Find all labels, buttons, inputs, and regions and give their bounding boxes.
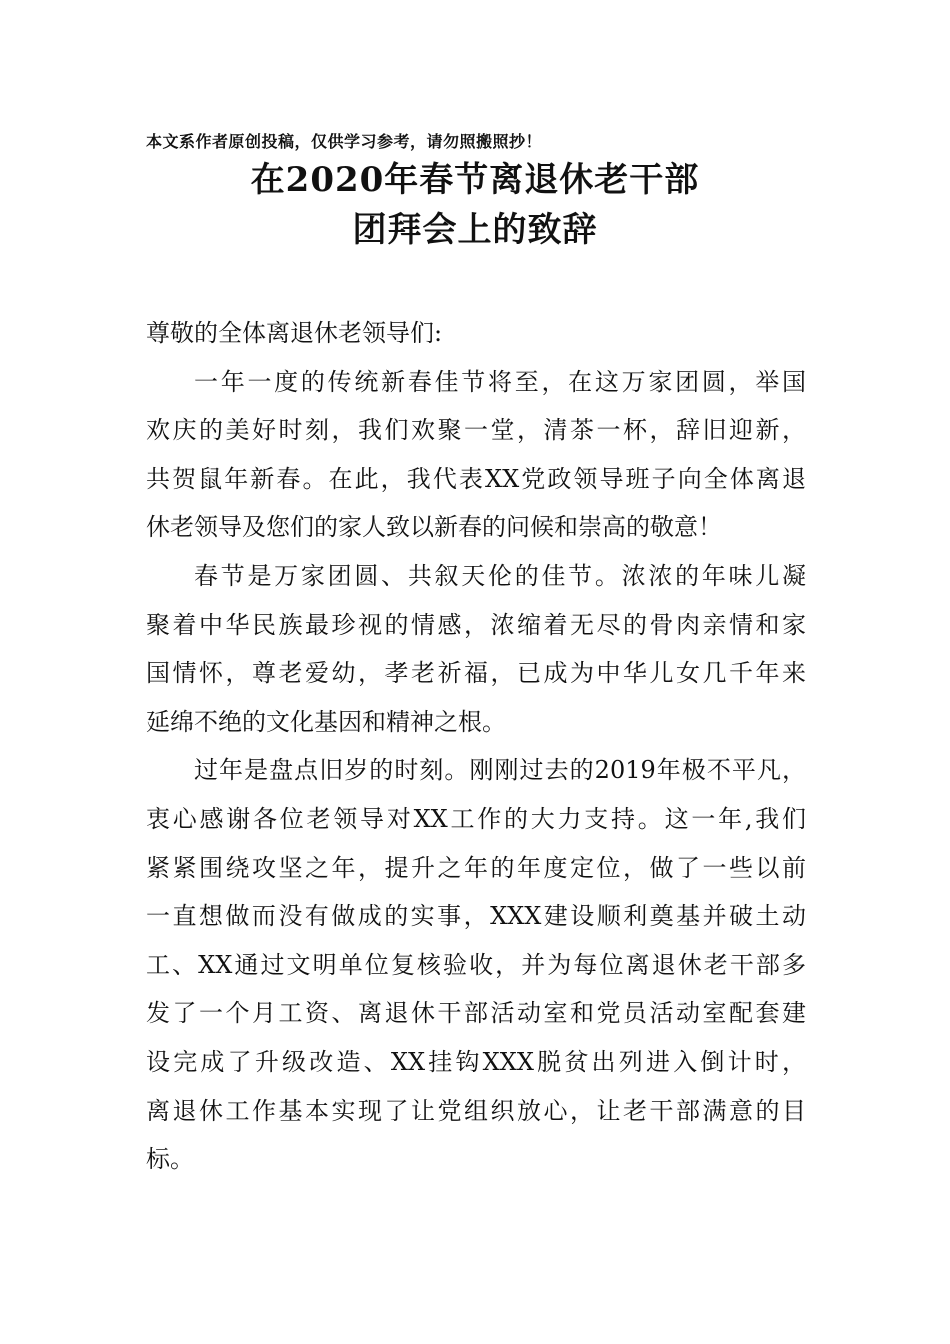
paragraph-line: 休老领导及您们的家人致以新春的问候和崇高的敬意！ <box>146 513 722 542</box>
document-title-line-1: 在2020年春节离退休老干部 <box>250 160 700 200</box>
paragraph-line: 衷心感谢各位老领导对XX工作的大力支持。这一年,我们 <box>146 804 806 833</box>
paragraph-1 <box>146 358 806 552</box>
document-body <box>146 309 806 1184</box>
paragraph-line: 春节是万家团圆、共叙天伦的佳节。浓浓的年味儿凝 <box>194 561 806 590</box>
paragraph-line: 过年是盘点旧岁的时刻。刚刚过去的2019年极不平凡， <box>194 756 806 785</box>
paragraph-line: 一直想做而没有做成的实事，XXX建设顺利奠基并破土动 <box>146 902 806 931</box>
salutation-text: 尊敬的全体离退休老领导们: <box>146 319 443 347</box>
paragraph-line: 聚着中华民族最珍视的情感，浓缩着无尽的骨肉亲情和家 <box>146 610 806 639</box>
salutation <box>146 309 806 358</box>
document-title-line-2: 团拜会上的致辞 <box>352 210 598 250</box>
paragraph-line: 工、XX通过文明单位复核验收，并为每位离退休老干部多 <box>146 950 806 979</box>
paragraph-2 <box>146 552 806 746</box>
paragraph-line: 一年一度的传统新春佳节将至，在这万家团圆，举国 <box>194 367 806 396</box>
paragraph-line: 发了一个月工资、离退休干部活动室和党员活动室配套建 <box>146 999 806 1028</box>
paragraph-line: 紧紧围绕攻坚之年，提升之年的年度定位，做了一些以前 <box>146 853 806 882</box>
paragraph-line: 延绵不绝的文化基因和精神之根。 <box>146 707 506 736</box>
paragraph-3 <box>146 746 806 1183</box>
paragraph-line: 设完成了升级改造、XX挂钩XXX脱贫出列进入倒计时， <box>146 1047 806 1076</box>
paragraph-line: 标。 <box>146 1145 194 1174</box>
paragraph-line: 欢庆的美好时刻，我们欢聚一堂，清茶一杯，辞旧迎新， <box>146 416 806 445</box>
paragraph-line: 离退休工作基本实现了让党组织放心，让老干部满意的目 <box>146 1096 806 1125</box>
copyright-notice: 本文系作者原创投稿，仅供学习参考，请勿照搬照抄！ <box>146 132 543 151</box>
paragraph-line: 共贺鼠年新春。在此，我代表XX党政领导班子向全体离退 <box>146 464 806 493</box>
paragraph-line: 国情怀，尊老爱幼，孝老祈福，已成为中华儿女几千年来 <box>146 659 806 688</box>
